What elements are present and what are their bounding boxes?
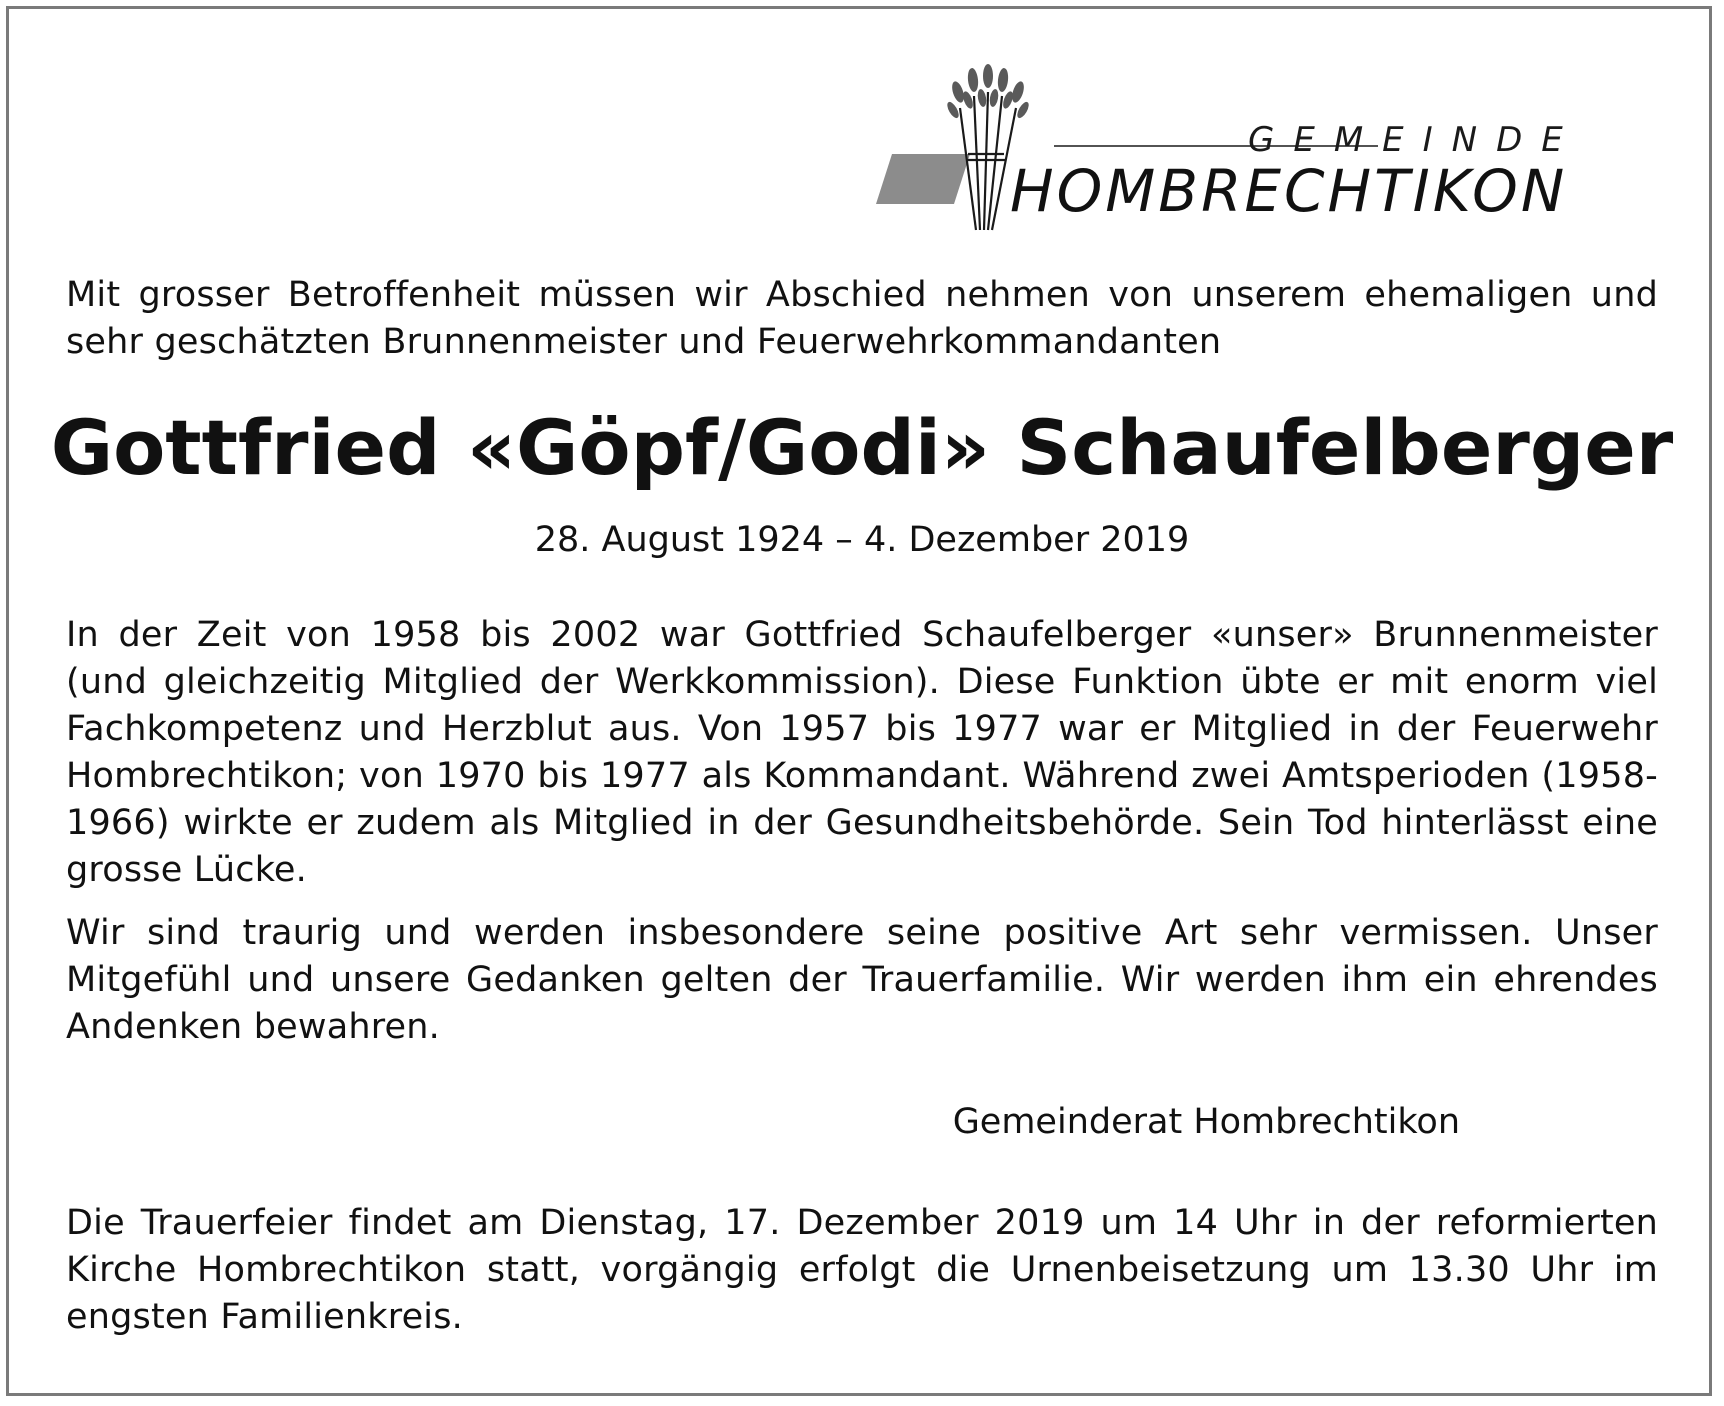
logo-word-hombrechtikon: HOMBRECHTIKON [1010,157,1568,225]
logo-word-gemeinde: GEMEINDE [1248,120,1582,160]
deceased-name: Gottfried «Göpf/Godi» Schaufelberger [50,403,1674,492]
intro-text: Mit grosser Betroffenheit müssen wir Abschied nehmen von unserem ehemaligen und sehr geschätzten Brunnenmeister und Feuerwehrkommandanten [66,275,1658,362]
funeral-info-paragraph: Die Trauerfeier findet am Dienstag, 17. Dezember 2019 um 14 Uhr in der reformierten Kirche Hombrechtikon statt, vorgängig erfolgt die Urnenbeisetzung um 13.30 Uhr im engsten Familienkreis. [66,1203,1658,1337]
signature: Gemeinderat Hombrechtikon [952,1102,1460,1142]
condolence-paragraph: Wir sind traurig und werden insbesondere seine positive Art sehr vermissen. Unser Mitgefühl und unsere Gedanken gelten der Trauerfamilie. Wir werden ihm ein ehrendes Andenken bewahren. [66,913,1658,1047]
life-dates: 28. August 1924 – 4. Dezember 2019 [534,520,1190,560]
gemeinde-logo [858,62,1658,242]
biography-paragraph: In der Zeit von 1958 bis 2002 war Gottfried Schaufelberger «unser» Brunnenmeister (und gleichzeitig Mitglied der Werkkommission). Diese Funktion übte er mit enorm viel Fachkompetenz und Herzblut aus. Von 1957 bis 1977 war er Mitglied in der Feuerwehr Hombrechtikon; von 1970 bis 1977 als Kommandant. Während zwei Amtsperioden (1958-1966) wirkte er zudem als Mitglied in der Gesundheitsbehörde. Sein Tod hinterlässt eine grosse Lücke. [66,615,1658,890]
